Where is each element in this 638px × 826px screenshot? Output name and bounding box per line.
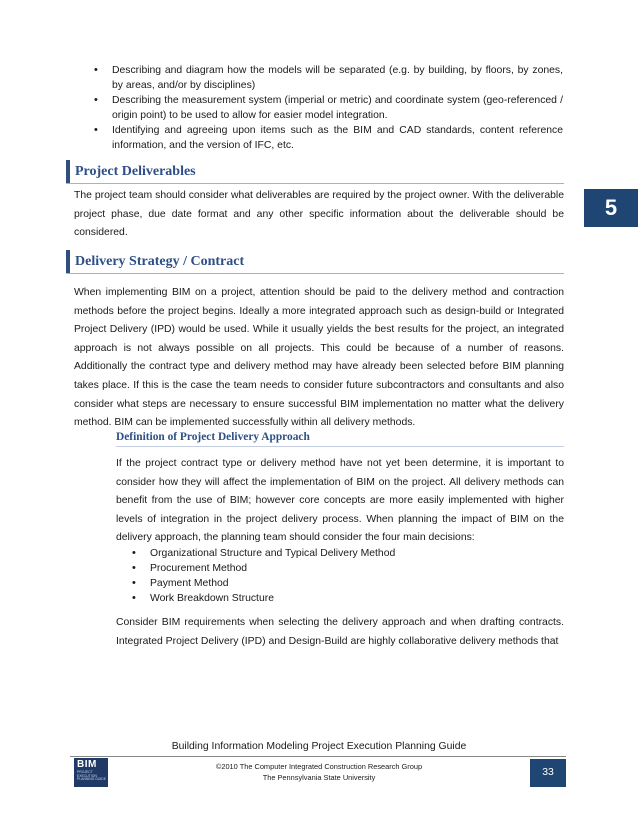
heading-rule bbox=[66, 183, 564, 184]
list-item: • Organizational Structure and Typical Delivery Method bbox=[130, 546, 430, 561]
list-item: • Payment Method bbox=[130, 576, 430, 591]
delivery-approach-paragraph: If the project contract type or delivery method have not yet been determine, it is important to consider how they will affect the implementation of BIM on the project. All delivery methods can benefit from the use of BIM; however core concepts are more easily implemented with higher levels of integration in the project delivery process. When planning the impact of BIM on the delivery approach, the planning team should consider the four main decisions: bbox=[116, 458, 564, 544]
heading-rule bbox=[66, 273, 564, 274]
subsection-title: Definition of Project Delivery Approach bbox=[116, 431, 310, 443]
logo-subtext: PROJECT EXECUTION PLANNING GUIDE bbox=[77, 770, 107, 782]
heading-project-deliverables bbox=[66, 160, 564, 184]
footer-title: Building Information Modeling Project Execution Planning Guide bbox=[171, 741, 467, 752]
delivery-strategy-paragraph: When implementing BIM on a project, attention should be paid to the delivery method and contraction methods before the project begins. Ideally a more integrated approach such as design-build or Integrated Project Delivery (IPD) would be used. While it usually yields the best results for the project, an integrated approach is not always possible on all projects. This could be because of a number of reasons. Additionally the contract type and delivery method may have already been selected before BIM planning takes place. If this is the case the team needs to consider future subcontractors and consultants and also consider what steps are necessary to ensure successful BIM implementation no matter what the delivery method. BIM can be implemented successfully within all delivery methods. bbox=[74, 287, 564, 429]
subheading-delivery-approach bbox=[116, 431, 564, 447]
section-title: Delivery Strategy / Contract bbox=[75, 254, 245, 269]
list-item: • Describing and diagram how the models will be separated (e.g. by building, by floors, by zones, by areas, and/or by disciplines) bbox=[92, 63, 563, 93]
deliverables-paragraph: The project team should consider what deliverables are required by the project owner. With the deliverable project phase, due date format and any other specific information about the deliverable should be considered. bbox=[74, 190, 564, 239]
section-title: Project Deliverables bbox=[75, 164, 196, 179]
footer-rule bbox=[70, 756, 566, 757]
list-item: • Work Breakdown Structure bbox=[130, 591, 430, 606]
top-bullet-list bbox=[92, 63, 563, 153]
logo-text: BIM bbox=[77, 759, 97, 770]
closing-paragraph: Consider BIM requirements when selecting the delivery approach and when drafting contracts. Integrated Project Delivery (IPD) and Design-Build are highly collaborative delivery methods that bbox=[116, 617, 564, 647]
subheading-rule bbox=[116, 446, 564, 447]
list-item: • Procurement Method bbox=[130, 561, 430, 576]
heading-delivery-strategy bbox=[66, 250, 564, 274]
chapter-tab: 5 bbox=[584, 189, 638, 227]
list-item: • Identifying and agreeing upon items such as the BIM and CAD standards, content reference information, and the version of IFC, etc. bbox=[92, 123, 563, 153]
decisions-list bbox=[130, 546, 430, 606]
heading-accent-bar bbox=[66, 250, 70, 274]
list-item: • Describing the measurement system (imperial or metric) and coordinate system (geo-referenced / origin point) to be used to allow for easier model integration. bbox=[92, 93, 563, 123]
copyright-line: ©2010 The Computer Integrated Construction Research Group bbox=[215, 762, 423, 771]
page-number: 33 bbox=[530, 759, 566, 787]
heading-accent-bar bbox=[66, 160, 70, 184]
university-line: The Pennsylvania State University bbox=[262, 773, 376, 782]
